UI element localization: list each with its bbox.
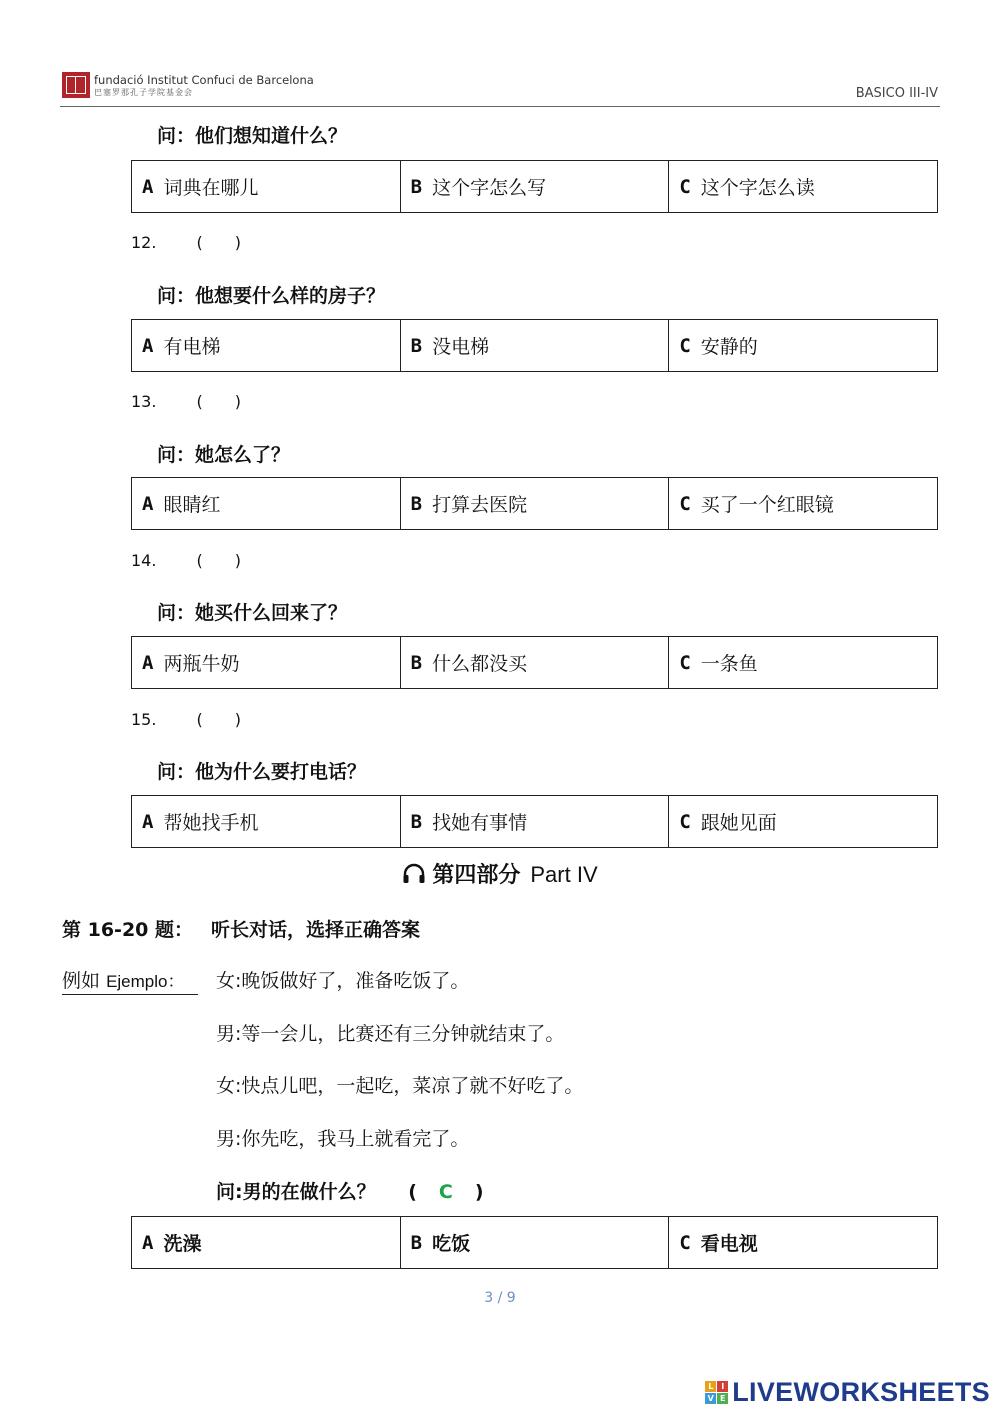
option-c[interactable]: C 买了一个红眼镜 — [679, 492, 834, 516]
question-text: 问：她怎么了？ — [157, 444, 291, 466]
option-b[interactable]: B 打算去医院 — [401, 478, 670, 529]
brand-text: LIVEWORKSHEETS — [732, 1377, 990, 1407]
option-c[interactable]: C 跟她见面 — [679, 810, 777, 834]
option-c[interactable]: C 一条鱼 — [679, 651, 758, 675]
liveworksheets-logo[interactable] — [705, 1377, 990, 1408]
dialog-line: 男:等一会儿，比赛还有三分钟就结束了。 — [216, 1023, 565, 1045]
item-number: 14. ( ) — [131, 551, 241, 570]
section-title: 第四部分 Part IV — [0, 858, 1000, 889]
answer-blank[interactable]: ( ) — [196, 551, 241, 570]
options-row — [131, 636, 938, 689]
instructions: 第 16-20 题： 听长对话，选择正确答案 — [62, 919, 421, 941]
dialog-line: 男:你先吃，我马上就看完了。 — [216, 1128, 470, 1150]
option-a[interactable]: A 帮她找手机 — [132, 796, 401, 847]
level-label: BASICO III-IV — [855, 86, 938, 101]
option-b[interactable]: B 什么都没买 — [401, 637, 670, 688]
option-a[interactable]: A 眼睛红 — [132, 478, 401, 529]
option-b[interactable]: B 找她有事情 — [401, 796, 670, 847]
example-answer: C — [438, 1181, 453, 1203]
brand-tiles-icon: L I V E — [705, 1381, 728, 1404]
option-c: C 看电视 — [679, 1231, 758, 1255]
option-b[interactable]: B 这个字怎么写 — [401, 161, 670, 212]
institute-logo — [62, 72, 90, 98]
example-options-row — [131, 1216, 938, 1269]
option-c[interactable]: C 安静的 — [679, 334, 758, 358]
options-row — [131, 160, 938, 213]
header-divider — [60, 106, 940, 107]
option-b[interactable]: B 没电梯 — [401, 320, 670, 371]
options-row — [131, 319, 938, 372]
dialog-line: 女:晚饭做好了，准备吃饭了。 — [216, 970, 470, 992]
item-number: 13. ( ) — [131, 392, 241, 411]
example-question: 问:男的在做什么？ ( C ) — [216, 1181, 484, 1203]
answer-blank[interactable]: ( ) — [196, 233, 241, 252]
question-text: 问：他为什么要打电话？ — [157, 761, 367, 783]
org-name: fundació Institut Confuci de Barcelona — [94, 73, 314, 87]
headphones-icon — [402, 863, 426, 885]
item-number: 12. ( ) — [131, 233, 241, 252]
question-text: 问：她买什么回来了？ — [157, 602, 348, 624]
option-c[interactable]: C 这个字怎么读 — [679, 175, 815, 199]
org-subtitle: 巴塞罗那孔子学院基金会 — [94, 88, 193, 97]
question-text: 问：他想要什么样的房子？ — [157, 285, 386, 307]
option-a[interactable]: A 有电梯 — [132, 320, 401, 371]
answer-blank[interactable]: ( ) — [196, 710, 241, 729]
dialog-line: 女:快点儿吧，一起吃，菜凉了就不好吃了。 — [216, 1075, 584, 1097]
page-number: 3 / 9 — [484, 1290, 516, 1306]
option-a: A 洗澡 — [132, 1217, 401, 1268]
options-row — [131, 795, 938, 848]
option-a[interactable]: A 词典在哪儿 — [132, 161, 401, 212]
item-number: 15. ( ) — [131, 710, 241, 729]
option-b: B 吃饭 — [401, 1217, 670, 1268]
question-text: 问：他们想知道什么？ — [157, 125, 348, 147]
option-a[interactable]: A 两瓶牛奶 — [132, 637, 401, 688]
example-label: 例如 Ejemplo： — [62, 966, 198, 995]
options-row — [131, 477, 938, 530]
answer-blank[interactable]: ( ) — [196, 392, 241, 411]
